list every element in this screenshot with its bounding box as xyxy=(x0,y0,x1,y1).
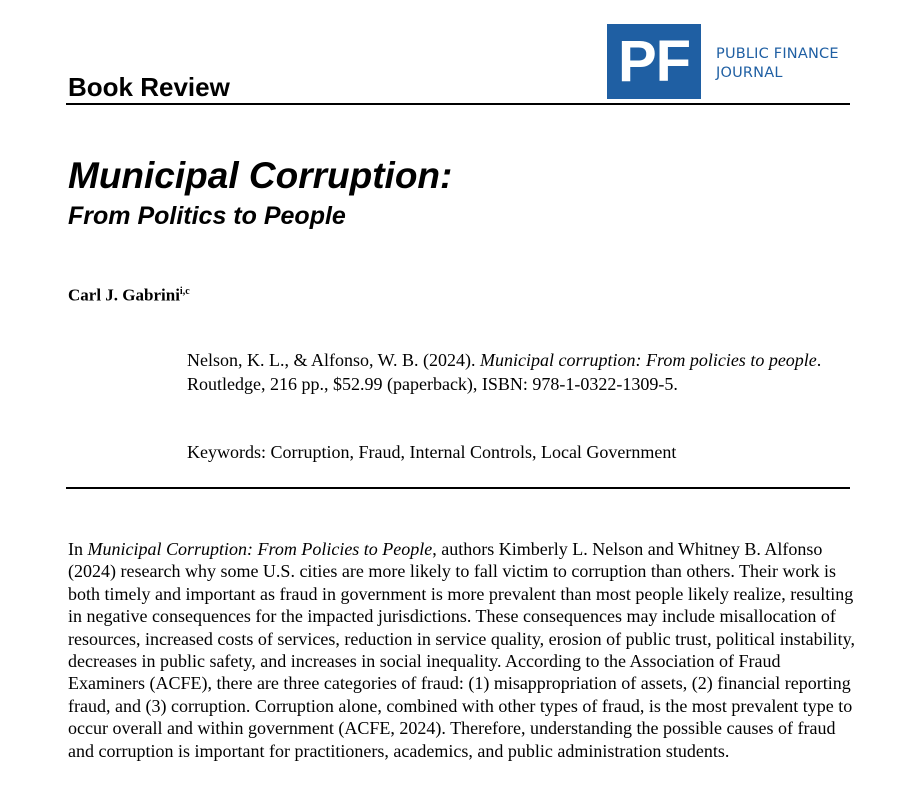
citation-details: . Routledge, 216 pp., $52.99 (paperback), ISBN: 978-1-0322-1309-5. xyxy=(187,350,822,394)
journal-logo xyxy=(607,24,701,99)
citation-authors-year: Nelson, K. L., & Alfonso, W. B. (2024). xyxy=(187,350,481,370)
journal-name-line2: JOURNAL xyxy=(716,65,783,81)
header-divider xyxy=(66,103,850,105)
body-paragraph xyxy=(68,538,858,762)
author-name: Carl J. Gabrini xyxy=(68,285,180,305)
body-intro: In xyxy=(68,539,88,559)
journal-name xyxy=(716,45,839,83)
journal-name-line1: PUBLIC FINANCE xyxy=(716,46,839,62)
abstract-divider xyxy=(66,487,850,489)
body-text: , authors Kimberly L. Nelson and Whitney B. Alfonso (2024) research why some U.S. cities are more likely to fall victim to corruption than others. Their work is both timely and important as fraud in government is more prevalent than most people likely realize, resulting in negative consequences for the impacted jurisdictions. These consequences may include misallocation of resources, increased costs of services, reduction in service quality, erosion of public trust, political instability, decreases in public safety, and increases in social inequality. According to the Association of Fraud Examiners (ACFE), there are three categories of fraud: (1) misappropriation of assets, (2) financial reporting fraud, and (3) corruption. Corruption alone, combined with other types of fraud, is the most prevalent type to occur overall and within government (ACFE, 2024). Therefore, understanding the possible causes of fraud and corruption is important for practitioners, academics, and public administration students. xyxy=(68,539,855,761)
journal-logo-letters: PF xyxy=(617,28,691,94)
article-title: Municipal Corruption: xyxy=(68,155,453,196)
book-citation xyxy=(187,348,847,396)
article-subtitle: From Politics to People xyxy=(68,202,346,230)
section-label: Book Review xyxy=(68,72,230,102)
author-line xyxy=(68,281,190,307)
keywords: Keywords: Corruption, Fraud, Internal Controls, Local Government xyxy=(187,442,677,462)
author-affiliation-marks: i,c xyxy=(179,286,190,297)
citation-book-title: Municipal corruption: From policies to people xyxy=(480,350,817,370)
body-book-title: Municipal Corruption: From Policies to People xyxy=(87,539,433,559)
